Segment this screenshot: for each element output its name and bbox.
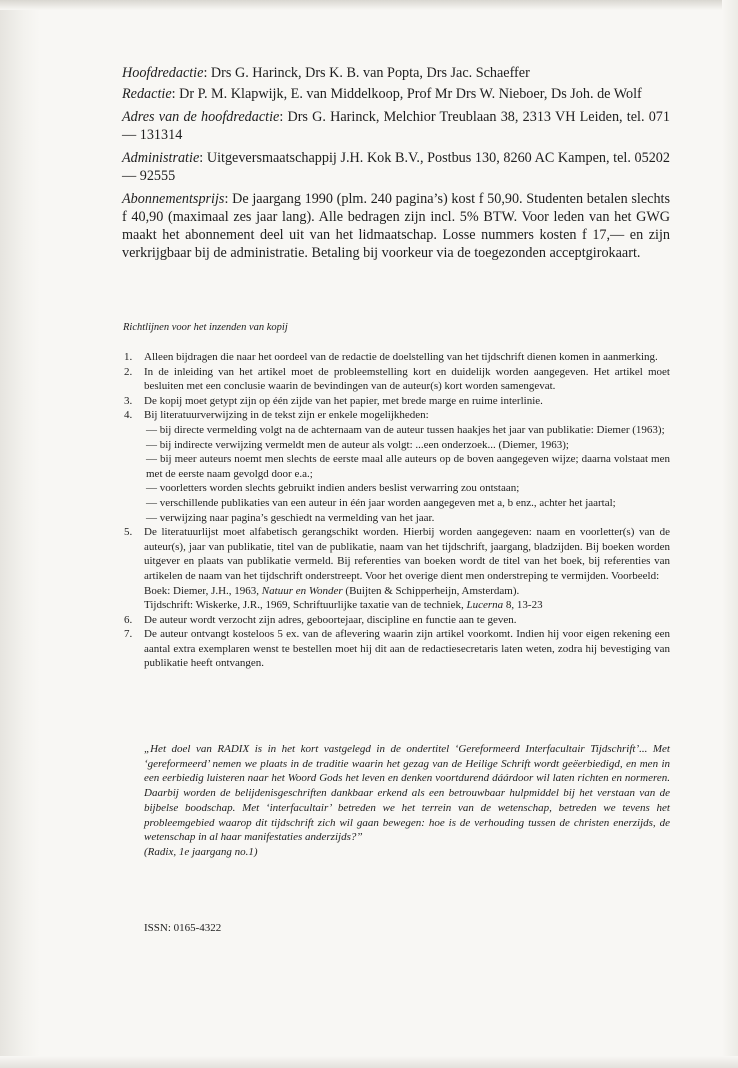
guideline-item-6 <box>124 613 670 628</box>
guideline-item-1 <box>124 350 670 365</box>
guideline-number: 1. <box>124 351 133 363</box>
adres-value: : Drs G. Harinck, Melchior Treublaan 38, 2313 VH Leiden, tel. 071 — 131314 <box>122 109 670 143</box>
guideline-text: De kopij moet getypt zijn op één zijde van het papier, met brede marge en ruime interlinie. <box>144 394 543 407</box>
redactie-value: : Dr P. M. Klapwijk, E. van Middelkoop, Prof Mr Drs W. Nieboer, Ds Joh. de Wolf <box>171 86 642 102</box>
example-book-suffix: (Buijten & Schipperheijn, Amsterdam). <box>342 584 520 597</box>
example-journal-suffix: 8, 13-23 <box>503 599 543 612</box>
example-journal <box>144 598 670 613</box>
guideline-text: Bij literatuurverwijzing in de tekst zijn er enkele mogelijkheden: <box>144 409 429 422</box>
guideline-item-7 <box>124 627 670 671</box>
example-journal-prefix: Tijdschrift: Wiskerke, J.R., 1969, Schriftuurlijke taxatie van de techniek, <box>144 599 467 612</box>
redactie <box>122 85 670 103</box>
scan-shadow-top <box>0 0 738 10</box>
abonnementsprijs <box>122 190 670 262</box>
example-book-prefix: Boek: Diemer, J.H., 1963, <box>144 584 262 597</box>
issn: ISSN: 0165-4322 <box>144 922 222 934</box>
masthead <box>122 64 670 267</box>
scan-shadow-left <box>0 0 40 1068</box>
administratie <box>122 149 670 185</box>
redactie-label: Redactie <box>122 86 172 102</box>
abonnementsprijs-value: : De jaargang 1990 (plm. 240 pagina’s) kost f 50,90. Studenten betalen slechts f 40,90 (maximaal zes jaar lang). Alle bedragen zijn incl. 5% BTW. Voor leden van het GWG maakt het abonnement deel uit van het lidmaatschap. Losse nummers kosten f 17,— en zijn verkrijgbaar bij de administratie. Betaling bij voorkeur via de toegezonden acceptgirokaart. <box>122 191 670 261</box>
quote-text: „Het doel van RADIX is in het kort vastgelegd in de ondertitel ‘Gereformeerd Interfacultair Tijdschrift’... Met ‘gereformeerd’ nemen we plaats in de traditie waarin het gezag van de Heilige Schrift wordt geëerbiedigd, en men in een eerbiedig luisteren naar het Woord Gods het leven en denken voortdurend dáárdoor wil laten richten en normeren. Daarbij worden de belijdenisgeschriften dankbaar erkend als een betrouwbaar hulpmiddel bij het verstaan van de bijbelse boodschap. Met ‘interfacultair’ betreden we het terrein van de wetenschap, betreden we tevens het probleemgebied waarop dit tijdschrift zich wil gaan bewegen: hoe is de verhouding tussen de christen enerzijds, de wetenschap in al haar manifestaties anderzijds?’’ <box>144 743 670 844</box>
guideline-text: De auteur ontvangt kosteloos 5 ex. van de aflevering waarin zijn artikel voorkomt. Indien hij voor eigen rekening een aantal extra exemplaren wenst te bestellen moet hij dit aan de redactiesecretaris laten weten, zodra hij bevestiging van publikatie heeft ontvangen. <box>144 628 670 670</box>
guideline-item-3 <box>124 394 670 409</box>
guideline-item-5 <box>124 525 670 613</box>
radix-quote <box>144 742 670 860</box>
guidelines-title: Richtlijnen voor het inzenden van kopij <box>123 322 288 333</box>
guideline-text: Alleen bijdragen die naar het oordeel van de redactie de doelstelling van het tijdschrift dienen komen in aanmerking. <box>144 351 658 363</box>
guideline-number: 3. <box>124 394 133 407</box>
adres <box>122 108 670 144</box>
scan-shadow-right <box>722 0 738 1068</box>
guideline-number: 4. <box>124 409 133 422</box>
guidelines-list <box>124 350 670 671</box>
hoofdredactie <box>122 64 670 82</box>
guideline-number: 5. <box>124 526 133 539</box>
administratie-label: Administratie <box>122 150 200 166</box>
reference-rule: — verschillende publikaties van een auteur in één jaar worden aangegeven met a, b enz., achter het jaartal; <box>146 496 616 509</box>
reference-rule: — bij directe vermelding volgt na de achternaam van de auteur tussen haakjes het jaar van publikatie: Diemer (1963); <box>146 423 665 436</box>
hoofdredactie-value: : Drs G. Harinck, Drs K. B. van Popta, Drs Jac. Schaeffer <box>203 65 530 81</box>
adres-label: Adres van de hoofdredactie <box>122 109 280 125</box>
scan-shadow-bottom <box>0 1056 738 1068</box>
reference-rule: — bij indirecte verwijzing vermeldt men de auteur als volgt: ...een onderzoek... (Diemer, 1963); <box>146 438 569 451</box>
reference-rule: — voorletters worden slechts gebruikt indien anders beslist verwarring zou ontstaan; <box>146 482 520 495</box>
guideline-item-2 <box>124 365 670 394</box>
guideline-item-4 <box>124 408 670 525</box>
administratie-value: : Uitgeversmaatschappij J.H. Kok B.V., Postbus 130, 8260 AC Kampen, tel. 05202 — 92555 <box>122 150 670 184</box>
guideline-number: 2. <box>124 365 133 378</box>
hoofdredactie-label: Hoofdredactie <box>122 65 204 81</box>
example-journal-title: Lucerna <box>466 599 504 612</box>
reference-rule: — verwijzing naar pagina’s geschiedt na vermelding van het jaar. <box>146 511 435 524</box>
guideline-text: In de inleiding van het artikel moet de probleemstelling kort en duidelijk worden aangegeven. Het artikel moet besluiten met een conclusie waarin de bevindingen van de auteur(s) kort worden samengevat. <box>144 365 670 393</box>
abonnementsprijs-label: Abonnementsprijs <box>122 191 225 207</box>
example-book <box>144 584 670 599</box>
example-book-title: Natuur en Wonder <box>261 584 343 597</box>
guideline-text: De literatuurlijst moet alfabetisch gerangschikt worden. Hierbij worden aangegeven: naam en voorletter(s) van de auteur(s), jaar van publikatie, titel van de publikatie, naam van het tijdschrift, jaargang, bladzijden. Bij boeken worden uitgever en plaats van publikatie vermeld. Bij referenties van boeken wordt de titel van het boek, bij referenties van artikelen de naam van het tijdschrift onderstreept. Voor het overige dient men onderstreping te vermijden. Voorbeeld: <box>144 526 670 582</box>
quote-source: (Radix, 1e jaargang no.1) <box>144 845 258 858</box>
guideline-text: De auteur wordt verzocht zijn adres, geboortejaar, discipline en functie aan te geven. <box>144 613 517 626</box>
guideline-number: 7. <box>124 628 133 641</box>
reference-rule: — bij meer auteurs noemt men slechts de eerste maal alle auteurs op de boven aangegeven wijze; daarna volstaat men met de eerste naam gevolgd door e.a.; <box>146 453 670 480</box>
guideline-number: 6. <box>124 613 133 626</box>
